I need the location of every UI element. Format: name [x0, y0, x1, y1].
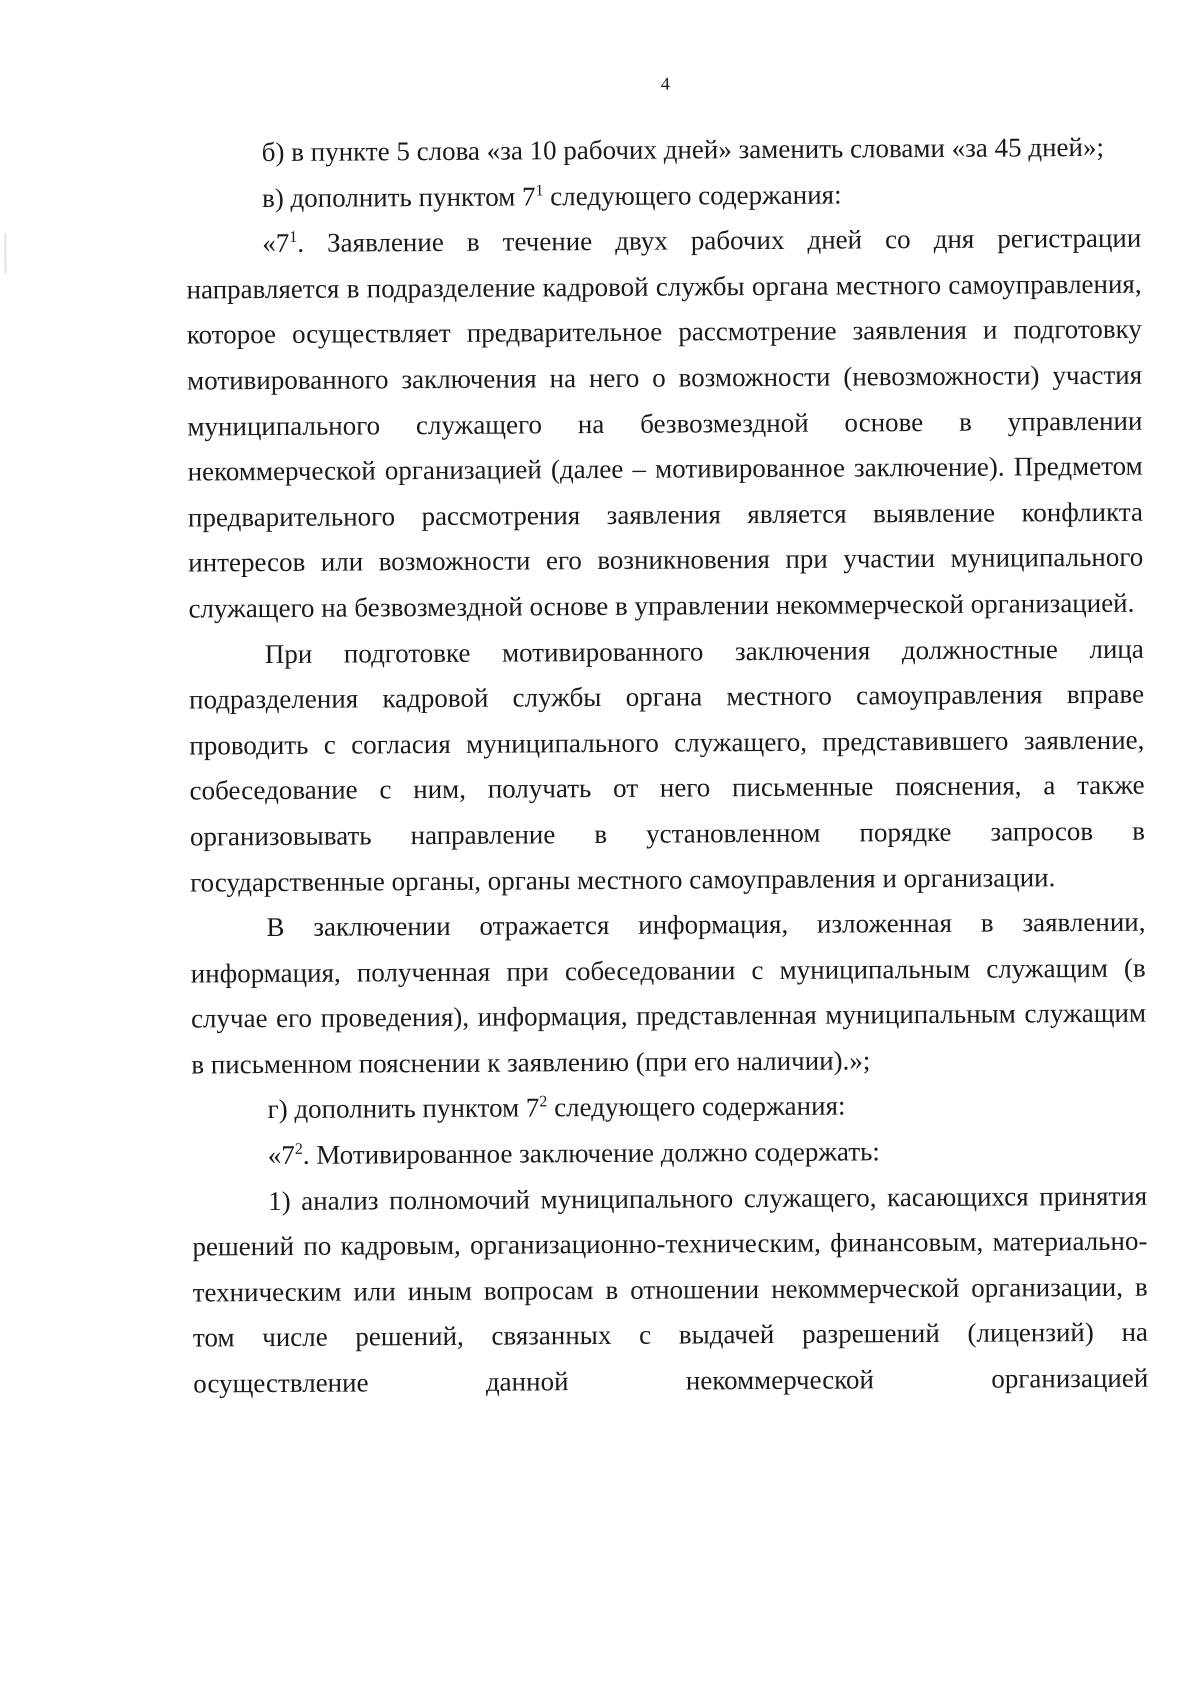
paragraph-7-1-lead: «7 — [262, 228, 290, 259]
paragraph-7-1-text: . Заявление в течение двух рабочих дней со дня регистрации направляется в подразделение кадровой службы органа местного самоуправления, которое осуществляет предварительное рассмотрение заявления и подготовку мотивированного заключения на него о возможности (невозможности) участия муниципального служащего на безвозмездной основе в управлении некоммерческой организацией (далее – мотивированное заключение). Предметом предварительного рассмотрения заявления является выявление конфликта интересов или возможности его возникновения при участии муниципального служащего на безвозмездной основе в управлении некоммерческой организацией. — [186, 222, 1144, 624]
page-number: 4 — [660, 73, 670, 94]
paragraph-v-intro — [186, 170, 1141, 221]
superscript-2: 2 — [294, 1140, 303, 1158]
superscript-2: 2 — [539, 1093, 548, 1111]
list-item-1: 1) анализ полномочий муниципального служащего, касающихся принятия решений по кадровым, организационно-техническим, финансовым, материально-техническим или иным вопросам в отношении некоммерческой организации, в том числе решений, связанных с выдачей разрешений (лицензий) на осуществление данной некоммерческой организацией — [192, 1180, 1149, 1399]
superscript-1: 1 — [289, 229, 298, 247]
paragraph-7-1-part-2: При подготовке мотивированного заключения должностные лица подразделения кадровой службы органа местного самоуправления вправе проводить с согласия муниципального служащего, представившего заявление, собеседование с ним, получать от него письменные пояснения, а также организовывать направление в установленном порядке запросов в государственные органы, органы местного самоуправления и организации. — [188, 633, 1145, 898]
paragraph-7-2-lead: «7 — [267, 1139, 295, 1171]
paragraph-g-intro-rest: следующего содержания: — [547, 1090, 846, 1123]
paragraph-v-intro-text: в) дополнить пунктом 7 — [261, 180, 536, 213]
superscript-1: 1 — [535, 181, 544, 199]
paragraph-g-intro — [191, 1082, 1146, 1133]
paragraph-7-1 — [186, 216, 1143, 632]
paragraph-g-intro-text: г) дополнить пунктом 7 — [267, 1092, 540, 1125]
document-body — [186, 125, 1149, 1407]
paragraph-7-1-part-3: В заключении отражается информация, изложенная в заявлении, информация, полученная при собеседовании с муниципальным служащим (в случае его проведения), информация, представленная муниципальным служащим в письменном пояснении к заявлению (при его наличии).»; — [190, 906, 1147, 1080]
paragraph-b: б) в пункте 5 слова «за 10 рабочих дней» заменить словами «за 45 дней»; — [261, 131, 1105, 168]
scan-edge-mark — [4, 234, 6, 274]
paragraph-7-2 — [192, 1128, 1147, 1179]
paragraph-7-2-text: . Мотивированное заключение должно содержать: — [302, 1136, 880, 1170]
paragraph-v-intro-rest: следующего содержания: — [543, 179, 842, 211]
